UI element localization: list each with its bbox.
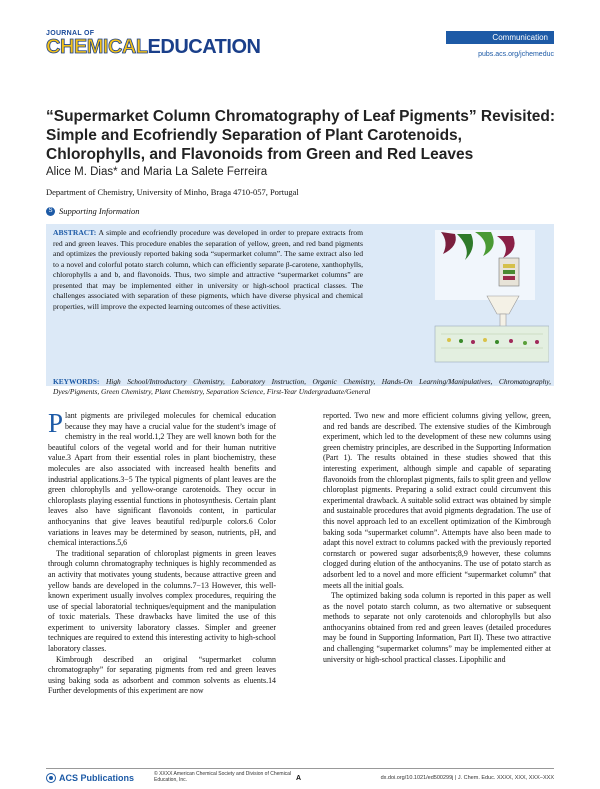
keywords-label: KEYWORDS:	[53, 377, 100, 386]
body-paragraph: The optimized baking soda column is reported in this paper as well as the novel potato starch column, as two alternative or subsequent methods to separate not only carotenoids and chlorophylls but also anthocyanins obtained from red and green leaves (detailed procedures may be found in Supporting Information, Part II). These two attractive and challenging “supermarket columns” may be implemented either at university or high-school practical classes. Lipophilic and	[323, 591, 551, 664]
toc-graphic	[379, 230, 549, 364]
journal-logo-top: JOURNAL OF	[46, 30, 95, 37]
journal-logo	[46, 30, 260, 57]
page-number: A	[296, 775, 302, 782]
body-paragraph: Kimbrough described an original “supermarket column chromatography” for separating pigments from red and green leaves using baking soda as adsorbent and common solvents as eluents.14 Further developments of this experiment are now	[48, 654, 276, 696]
article-type-badge: Communication	[446, 31, 554, 44]
acs-publications-logo	[46, 773, 134, 783]
journal-url-link[interactable]: pubs.acs.org/jchemeduc	[478, 51, 554, 58]
article-title: “Supermarket Column Chromatography of Leaf Pigments” Revisited: Simple and Ecofriendly Separation of Plant Carotenoids, Chlorophylls, and Flavonoids from Green and Red Leaves	[46, 108, 556, 163]
body-paragraph-text: lant pigments are privileged molecules for chemical education because they may have a crucial value for the student’s image of chemistry in the real world.1,2 They are well known both for the beautiful colors of the vegetal world and for their human nutritive value.3 Apart from their essential roles in plant biochemistry, these molecules are also associated with increased health benefits and industrial applications.3−5 The typical pigments of plant leaves are the green chlorophylls and yellow-orange carotenoids. They occur in chloroplasts playing essential functions in photosynthesis. Certain plant leaves also have significant flavonoids content, in particular anthocyanins that give leaves beautiful red/purple colors.6 Color variations in leaves may be determined by season, nutrients, pH, and chemical interactions.5,6	[48, 411, 276, 548]
dropcap: P	[48, 408, 64, 438]
publisher-name: ACS Publications	[59, 773, 135, 783]
author-list: Alice M. Dias* and Maria La Salete Ferreira	[46, 166, 268, 178]
journal-logo-wordmark	[46, 37, 260, 57]
supporting-info-link[interactable]	[46, 206, 140, 216]
footer-divider	[46, 768, 554, 769]
keywords-text: High School/Introductory Chemistry, Laboratory Instruction, Organic Chemistry, Hands-On Learning/Manipulatives, Chromatography, Dyes/Pigments, Green Chemistry, Plant Chemistry, Separation Science, First-Year Undergraduate/General	[53, 377, 551, 396]
body-paragraph	[48, 408, 276, 549]
affiliation: Department of Chemistry, University of Minho, Braga 4710-057, Portugal	[46, 187, 299, 197]
abstract-body: A simple and ecofriendly procedure was developed in order to prepare extracts from red and green leaves. This procedure enables the separation of yellow, green, and red band pigments and optimizes the previously reported baking soda “supermarket column”. The same extract also led to a novel and colorful potato starch column, which can efficiently separate β-carotene, xanthophylls, chlorophylls a and b, and flavonoids. Thus, two simple and attractive “supermarket columns” are presented that may be implemented either in university or high-school practical classes. The challenges associated with separation of these pigments, which have diverse physical and chemical properties, will improve the expected learning outcomes of these activities.	[53, 228, 363, 311]
tlc-plate-illustration	[435, 326, 549, 362]
acs-icon	[46, 773, 56, 783]
body-right-column	[323, 411, 551, 665]
abstract-label: ABSTRACT:	[53, 228, 97, 237]
body-left-column	[48, 408, 276, 697]
copyright-notice: © XXXX American Chemical Society and Division of Chemical Education, Inc.	[154, 771, 292, 783]
doi-citation[interactable]: dx.doi.org/10.1021/ed500299j | J. Chem. Educ. XXXX, XXX, XXX−XXX	[380, 775, 554, 781]
keywords	[53, 377, 551, 397]
columns-illustration	[435, 230, 535, 328]
supporting-info-label: Supporting Information	[59, 206, 140, 216]
journal-logo-chemical: CHEMICAL	[46, 36, 148, 58]
journal-logo-education: EDUCATION	[147, 36, 261, 58]
abstract-box	[46, 224, 554, 386]
supporting-info-icon: S	[46, 207, 55, 216]
body-paragraph: The traditional separation of chloroplast pigments in green leaves through column chromatography techniques is highly recommended as an activity that motivates young students, because attractive green and yellow bands are developed in the columns.7−13 However, this well-known experiment usually involves complex procedures, requiring the use of special laboratorial techniques/equipment and the manipulation of toxic materials. These drawbacks have limited the use of this experiment to university laboratory classes. Simpler and greener techniques are required to extend this interesting activity to high-school laboratory classes.	[48, 548, 276, 654]
body-paragraph: reported. Two new and more efficient columns giving yellow, green, and red bands are described. The extensive studies of the Kimbrough experiment, which led to the development of these new columns using green chemistry principles, are described in the Supporting Information (Part 1). The results obtained in these studies showed that this interesting experiment, although simple and capable of separating flavonoids from the chloroplast pigments, fails to split green and yellow chloroplast pigments. Preparing a solid extract could circumvent this experimental drawback. A suitable solid extract was obtained by simple and sustainable procedures that avoid pigments degradation. The use of this novel approach led to an excellent optimization of the Kimbrough baking soda “supermarket column”. Attempts have also been made to adapt this novel extract to columns packed with the previously reported cornstarch or powered sugar adsorbents;8,9 however, these columns clogged during elution of the anthocyanins. The use of potato starch as adsorbent led to a novel and more efficient “supermarket column” that meets all the initial goals.	[323, 411, 551, 590]
abstract-text	[53, 228, 363, 312]
